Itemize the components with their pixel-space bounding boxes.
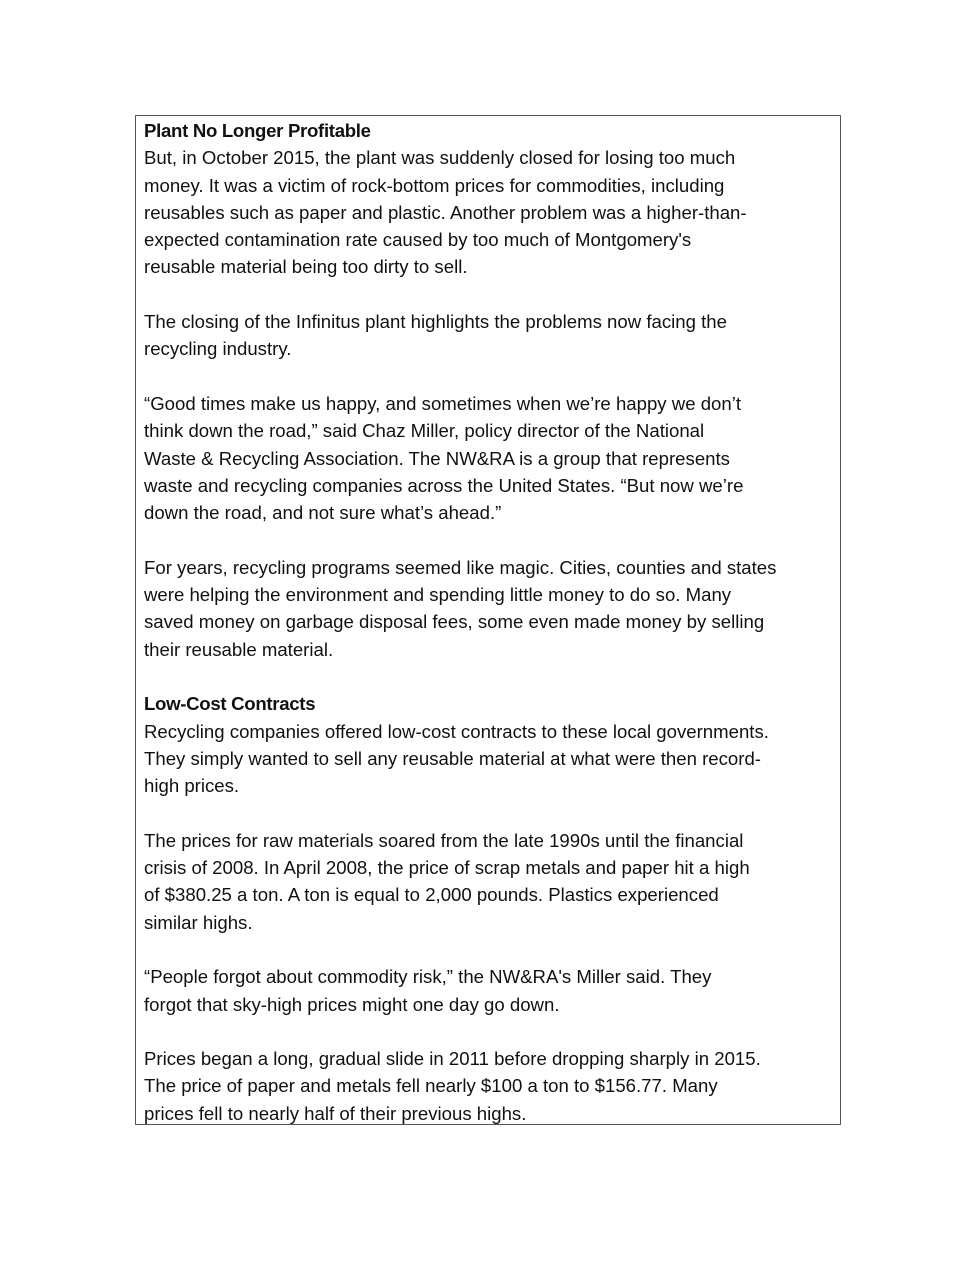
paragraph-line: high prices.	[144, 775, 240, 797]
paragraph-line: prices fell to nearly half of their previous highs.	[144, 1102, 527, 1124]
paragraph-line: The price of paper and metals fell nearly $100 a ton to $156.77. Many	[144, 1075, 718, 1097]
paragraph-line: The prices for raw materials soared from the late 1990s until the financial	[144, 829, 744, 851]
paragraph-line: reusable material being too dirty to sell.	[144, 256, 468, 278]
paragraph-commodity-risk	[144, 963, 838, 1018]
paragraph-line: waste and recycling companies across the United States. “But now we’re	[144, 474, 744, 496]
paragraph-line: similar highs.	[144, 911, 253, 933]
paragraph-line: “Good times make us happy, and sometimes when we’re happy we don’t	[144, 392, 742, 414]
paragraph-line: The closing of the Infinitus plant highlights the problems now facing the	[144, 311, 727, 333]
paragraph-line: were helping the environment and spending little money to do so. Many	[144, 584, 732, 606]
paragraph-price-slide	[144, 1045, 838, 1127]
paragraph-line: Waste & Recycling Association. The NW&RA is a group that represents	[144, 447, 730, 469]
paragraph-line: recycling industry.	[144, 338, 292, 360]
section-heading: Low-Cost Contracts	[144, 693, 316, 715]
paragraph-line: crisis of 2008. In April 2008, the price of scrap metals and paper hit a high	[144, 857, 750, 879]
paragraph-line: But, in October 2015, the plant was suddenly closed for losing too much	[144, 147, 736, 169]
paragraph-line: down the road, and not sure what’s ahead.”	[144, 502, 502, 524]
paragraph-line: reusables such as paper and plastic. Another problem was a higher-than-	[144, 201, 747, 223]
paragraph-line: Prices began a long, gradual slide in 2011 before dropping sharply in 2015.	[144, 1048, 761, 1070]
section-heading: Plant No Longer Profitable	[144, 120, 371, 141]
paragraph-line: saved money on garbage disposal fees, some even made money by selling	[144, 611, 765, 633]
paragraph-line: “People forgot about commodity risk,” the NW&RA's Miller said. They	[144, 966, 712, 988]
paragraph-line: their reusable material.	[144, 638, 334, 660]
paragraph-line: of $380.25 a ton. A ton is equal to 2,000 pounds. Plastics experienced	[144, 884, 719, 906]
paragraph-recycling-magic	[144, 554, 838, 663]
paragraph-miller-quote	[144, 390, 838, 526]
paragraph-line: money. It was a victim of rock-bottom prices for commodities, including	[144, 174, 725, 196]
paragraph-raw-material-prices	[144, 827, 838, 936]
paragraph-closing-infinitus	[144, 308, 838, 363]
paragraph-line: They simply wanted to sell any reusable material at what were then record-	[144, 747, 761, 769]
section-low-cost-contracts	[144, 690, 838, 799]
paragraph-line: think down the road,” said Chaz Miller, policy director of the National	[144, 420, 705, 442]
paragraph-line: expected contamination rate caused by too much of Montgomery's	[144, 229, 692, 251]
article-body	[144, 117, 838, 1127]
section-plant-no-longer-profitable	[144, 117, 838, 281]
paragraph-line: forgot that sky-high prices might one day go down.	[144, 993, 560, 1015]
paragraph-line: Recycling companies offered low-cost contracts to these local governments.	[144, 720, 769, 742]
paragraph-line: For years, recycling programs seemed like magic. Cities, counties and states	[144, 556, 777, 578]
